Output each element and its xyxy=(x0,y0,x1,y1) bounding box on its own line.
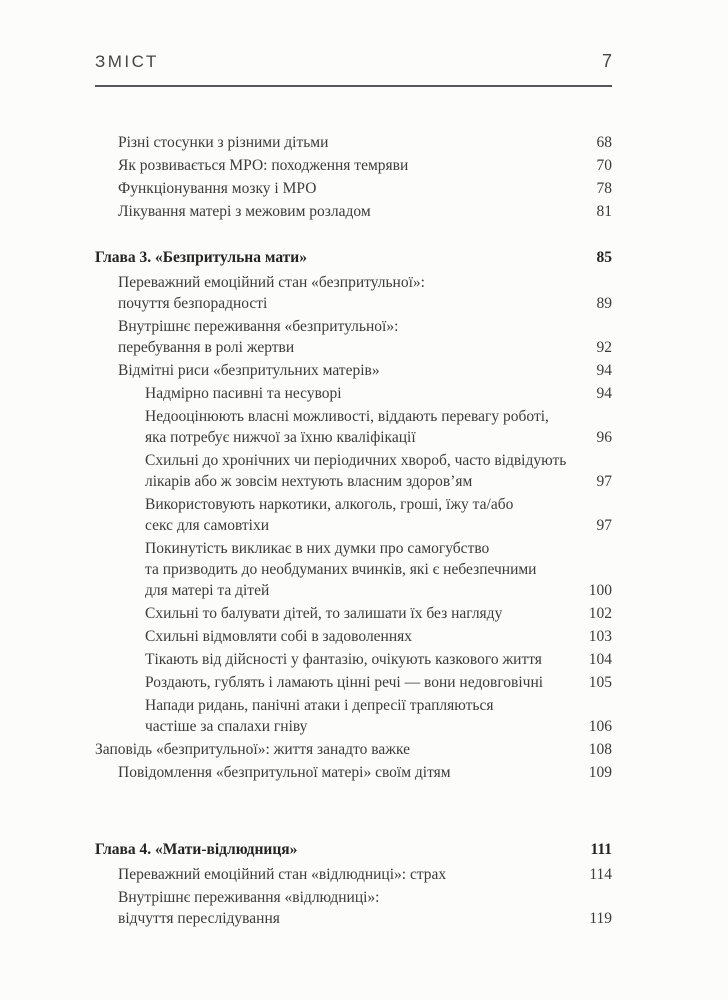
toc-entry-row-title xyxy=(95,603,612,624)
toc-page-number: 89 xyxy=(596,295,612,312)
toc-page-number: 78 xyxy=(596,180,612,197)
toc-entry-line: Внутрішнє переживання «відлюдниці»: xyxy=(118,889,380,906)
toc-entry-row-title xyxy=(95,155,612,176)
toc-entry-line: Схильні то балувати дітей, то залишати їх без нагляду xyxy=(145,605,503,622)
toc-page-number: 94 xyxy=(596,362,612,379)
toc-entry-row xyxy=(95,132,612,153)
toc-entry-row-title xyxy=(95,864,612,885)
toc-entry-line: Повідомлення «безпритульної матері» своїм дітям xyxy=(118,764,451,781)
toc-entry-row xyxy=(95,762,612,783)
toc-entry-row xyxy=(95,155,612,176)
toc-entry-line: Переважний емоційний стан «безпритульної»: xyxy=(118,274,425,291)
toc-entry-row-title xyxy=(95,360,612,381)
toc-entry-row-title xyxy=(95,272,612,314)
toc-page-number: 100 xyxy=(588,582,612,599)
toc-chapter-row xyxy=(95,247,612,268)
toc-entry-row-title xyxy=(95,494,612,536)
toc-entry-row-title xyxy=(95,626,612,647)
toc-entry-row-title xyxy=(95,649,612,670)
toc-entry-line: Внутрішнє переживання «безпритульної»: xyxy=(118,318,399,335)
toc-entry-row xyxy=(95,603,612,624)
toc-entry-line: Переважний емоційний стан «відлюдниці»: страх xyxy=(118,866,447,883)
toc-page-number: 108 xyxy=(588,741,612,758)
toc-entry-line: Надмірно пасивні та несуворі xyxy=(145,385,342,402)
toc-page-number: 111 xyxy=(590,841,612,858)
toc-page-number: 106 xyxy=(588,718,612,735)
header-rule xyxy=(95,85,612,87)
toc-chapter-row xyxy=(95,839,612,860)
toc-entry-line: Схильні до хронічних чи періодичних хвороб, часто відвідують xyxy=(145,452,567,469)
toc-entry-line: Різні стосунки з різними дітьми xyxy=(118,134,329,151)
toc-entry-row xyxy=(95,887,612,929)
toc-page-number: 103 xyxy=(588,628,612,645)
toc-chapter-row-title xyxy=(95,247,612,268)
toc-entry-row xyxy=(95,406,612,448)
toc-entry-row-title xyxy=(95,762,612,783)
toc-entry-row xyxy=(95,450,612,492)
toc-entry-line: Тікають від дійсності у фантазію, очікують казкового життя xyxy=(145,651,542,668)
toc-entry-line: відчуття переслідування xyxy=(118,910,280,927)
toc-entry-line: Як розвивається МРО: походження темряви xyxy=(118,157,409,174)
toc-entry-line: для матері та дітей xyxy=(145,582,270,599)
toc-page-number: 109 xyxy=(588,764,612,781)
toc-entry-line: та призводить до необдуманих вчинків, які є небезпечними xyxy=(145,561,537,578)
toc-chapter-row-title xyxy=(95,839,612,860)
toc-page-number: 85 xyxy=(596,249,612,266)
toc-entry-line: Заповідь «безпритульної»: життя занадто важке xyxy=(95,741,410,758)
toc-entry-line: почуття безпорадності xyxy=(118,295,268,312)
toc-entry-line: яка потребує нижчої за їхню кваліфікації xyxy=(145,429,416,446)
toc-entry-line: перебування в ролі жертви xyxy=(118,339,295,356)
toc-entry-row xyxy=(95,383,612,404)
toc-page-number: 96 xyxy=(596,429,612,446)
toc-page-number: 81 xyxy=(596,203,612,220)
page-header xyxy=(95,51,612,72)
toc-section xyxy=(95,839,612,929)
toc-page-number: 70 xyxy=(596,157,612,174)
toc-page-number: 97 xyxy=(596,517,612,534)
toc-entry-row-title xyxy=(95,695,612,737)
toc-entry-row xyxy=(95,739,612,760)
toc-page-number: 102 xyxy=(588,605,612,622)
toc-entry-line: Роздають, гублять і ламають цінні речі — вони недовговічні xyxy=(145,674,544,691)
toc-entry-line: Відмітні риси «безпритульних матерів» xyxy=(118,362,380,379)
toc-entry-row-title xyxy=(95,132,612,153)
toc-entry-line: Напади ридань, панічні атаки і депресії трапляються xyxy=(145,697,494,714)
toc-entry-line: Покинутість викликає в них думки про самогубство xyxy=(145,540,490,557)
toc-entry-row xyxy=(95,626,612,647)
toc-entry-row xyxy=(95,672,612,693)
toc-entry-row-title xyxy=(95,178,612,199)
toc-entry-row-title xyxy=(95,672,612,693)
toc-entry-line: частіше за спалахи гніву xyxy=(145,718,308,735)
toc-entry-row xyxy=(95,316,612,358)
toc-entry-row-title xyxy=(95,450,612,492)
page-header-number: 7 xyxy=(601,51,612,71)
toc-entry-row-title xyxy=(95,201,612,222)
toc-entry-line: Недооцінюють власні можливості, віддають перевагу роботі, xyxy=(145,408,549,425)
toc-entry-line: Схильні відмовляти собі в задоволеннях xyxy=(145,628,413,645)
toc-page-number: 92 xyxy=(596,339,612,356)
toc-entry-row xyxy=(95,538,612,601)
toc-page-number: 94 xyxy=(596,385,612,402)
page-header-title: ЗМІСТ xyxy=(95,52,159,71)
toc-page-number: 68 xyxy=(596,134,612,151)
toc-entry-row-title xyxy=(95,406,612,448)
toc-entry-line: Використовують наркотики, алкоголь, гроші, їжу та/або xyxy=(145,496,514,513)
toc-section xyxy=(95,132,612,222)
toc-entry-row xyxy=(95,494,612,536)
toc-entry-row-title xyxy=(95,739,612,760)
toc-entry-row xyxy=(95,272,612,314)
toc-entry-row xyxy=(95,649,612,670)
toc-entry-row xyxy=(95,695,612,737)
toc-entry-line: Глава 4. «Мати-відлюдниця» xyxy=(95,841,298,858)
toc-entry-row xyxy=(95,201,612,222)
toc-entry-row xyxy=(95,360,612,381)
toc-entry-row-title xyxy=(95,887,612,929)
table-of-contents xyxy=(95,132,612,929)
toc-page-number: 97 xyxy=(596,473,612,490)
toc-entry-row xyxy=(95,178,612,199)
toc-entry-line: лікарів або ж зовсім нехтують власним здоров’ям xyxy=(145,473,473,490)
toc-page-number: 119 xyxy=(589,910,612,927)
toc-entry-row xyxy=(95,864,612,885)
toc-page-number: 104 xyxy=(588,651,612,668)
toc-page-number: 114 xyxy=(589,866,612,883)
toc-entry-row-title xyxy=(95,538,612,601)
toc-entry-line: Лікування матері з межовим розладом xyxy=(118,203,371,220)
toc-entry-line: Функціонування мозку і МРО xyxy=(118,180,317,197)
toc-entry-row-title xyxy=(95,383,612,404)
toc-page-number: 105 xyxy=(588,674,612,691)
toc-entry-line: секс для самовтіхи xyxy=(145,517,270,534)
toc-section xyxy=(95,247,612,783)
toc-entry-row-title xyxy=(95,316,612,358)
toc-entry-line: Глава 3. «Безпритульна мати» xyxy=(95,249,307,266)
